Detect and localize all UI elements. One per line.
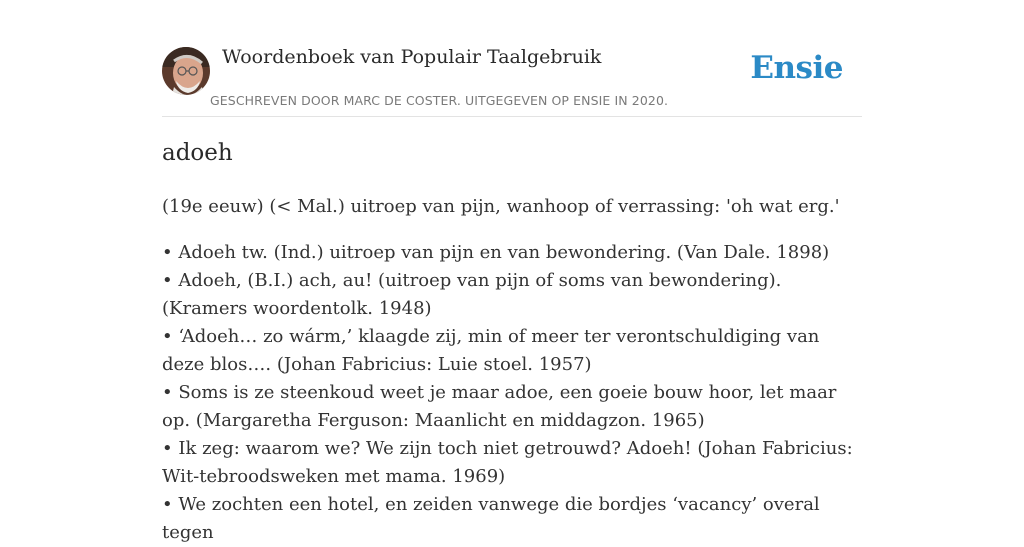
- author-photo: [162, 47, 210, 95]
- entry-word: adoeh: [162, 140, 233, 166]
- page: [162, 0, 862, 543]
- author-avatar[interactable]: [162, 47, 210, 95]
- header: [162, 0, 862, 117]
- quote-item: • Adoeh tw. (Ind.) uitroep van pijn en van bewondering. (Van Dale. 1898): [162, 242, 830, 263]
- author-byline: GESCHREVEN DOOR MARC DE COSTER. UITGEGEVEN OP ENSIE IN 2020.: [210, 93, 669, 108]
- quote-item: • Adoeh, (B.I.) ach, au! (uitroep van pijn of soms van bewondering). (Kramers woordentolk. 1948): [162, 270, 782, 319]
- book-title[interactable]: Woordenboek van Populair Taalgebruik: [222, 46, 602, 68]
- quote-item: • We zochten een hotel, en zeiden vanwege die bordjes ‘vacancy’ overal tegen: [162, 494, 820, 543]
- entry-definition: (19e eeuw) (< Mal.) uitroep van pijn, wanhoop of verrassing: 'oh wat erg.': [162, 196, 840, 217]
- quote-list: [162, 239, 862, 547]
- quote-item: • Ik zeg: waarom we? We zijn toch niet getrouwd? Adoeh! (Johan Fabricius: Wit-tebroodsweken met mama. 1969): [162, 438, 853, 487]
- quote-item: • ‘Adoeh… zo wárm,’ klaagde zij, min of meer ter verontschuldiging van deze blos…. (Johan Fabricius: Luie stoel. 1957): [162, 326, 820, 375]
- quote-item: • Soms is ze steenkoud weet je maar adoe, een goeie bouw hoor, let maar op. (Margaretha Ferguson: Maanlicht en middagzon. 1965): [162, 382, 837, 431]
- ensie-logo[interactable]: Ensie: [750, 50, 843, 86]
